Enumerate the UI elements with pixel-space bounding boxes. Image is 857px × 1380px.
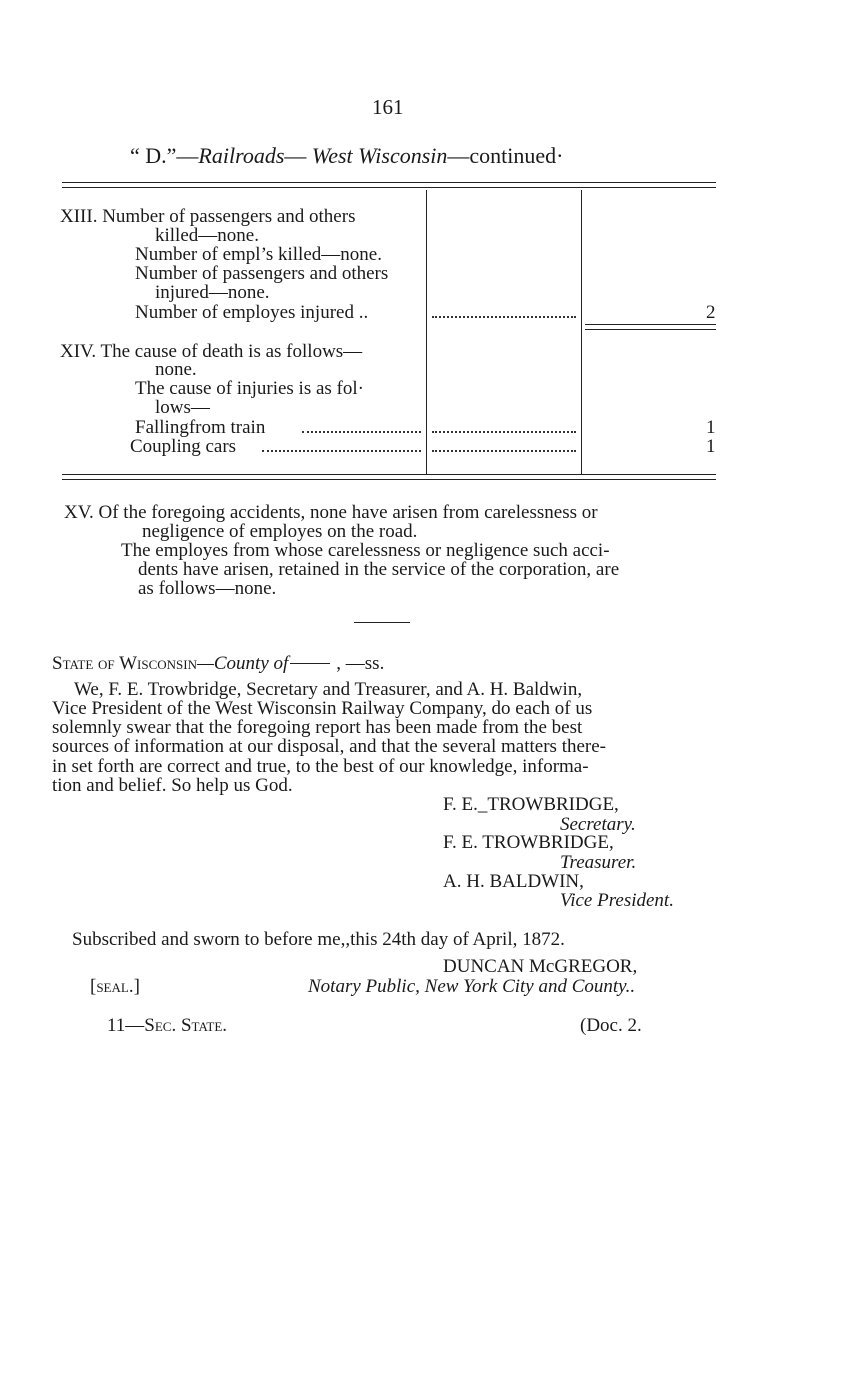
affidavit-line-6: tion and belief. So help us God. <box>52 775 293 796</box>
table-row-xiii-6: Number of employes injured .. <box>135 302 369 323</box>
table-row-xiv-1: XIV. The cause of death is as follows— <box>60 341 363 362</box>
section-xv-line-5: as follows—none. <box>138 578 277 599</box>
venue-blank <box>290 663 330 664</box>
notary-title-line <box>308 977 635 996</box>
venue-line <box>52 654 384 673</box>
heading-suffix: —continued· <box>447 143 564 168</box>
signature-3-name: A. H. BALDWIN, <box>443 871 584 892</box>
subtotal-rule <box>585 324 716 325</box>
value-coupling-cars: 1 <box>706 436 716 457</box>
affidavit-line-4: sources of information at our disposal, and that the several matters there- <box>52 736 606 757</box>
signature-2-title: Treasurer. <box>560 852 637 873</box>
subtotal-rule-2 <box>585 329 716 330</box>
venue-ss: , —ss. <box>336 653 385 674</box>
running-heading <box>130 143 563 169</box>
notary-location: , New York City and County.. <box>415 976 636 997</box>
table-row-xiv-5: Fallingfrom train <box>135 417 266 438</box>
table-row-xiv-6: Coupling cars <box>130 436 237 457</box>
table-top-rule-2 <box>62 187 716 188</box>
heading-west-wisconsin: West Wisconsin <box>311 143 448 168</box>
table-row-xiii-4: Number of passengers and others <box>135 263 389 284</box>
heading-prefix: “ D.”— <box>130 143 199 168</box>
footer-signature-mark: 11—Sec. State. <box>107 1015 228 1036</box>
leader-dots <box>262 450 421 452</box>
venue-county: —County of <box>196 653 289 674</box>
notary-name: DUNCAN McGREGOR, <box>443 956 638 977</box>
table-row-xiv-2: none. <box>155 359 197 380</box>
leader-dots <box>432 316 576 318</box>
value-falling-from-train: 1 <box>706 417 716 438</box>
leader-dots <box>432 450 576 452</box>
seal-mark: [seal.] <box>90 976 140 997</box>
leader-dots <box>432 431 576 433</box>
table-row-xiv-3: The cause of injuries is as fol· <box>135 378 364 399</box>
table-row-xiii-3: Number of empl’s killed—none. <box>135 244 382 265</box>
heading-railroads: Railroads <box>198 143 285 168</box>
section-xv-line-1: XV. Of the foregoing accidents, none have arisen from carelessness or <box>64 502 598 523</box>
table-col-divider-1 <box>426 190 427 474</box>
jurat-text: Subscribed and sworn to before me,,this 24th day of April, 1872. <box>72 929 565 950</box>
signature-1-name: F. E._TROWBRIDGE, <box>443 794 619 815</box>
section-divider <box>354 622 410 623</box>
table-row-xiii-5: injured—none. <box>155 282 270 303</box>
affidavit-line-2: Vice President of the West Wisconsin Railway Company, do each of us <box>52 698 593 719</box>
value-employes-injured: 2 <box>706 302 716 323</box>
table-bottom-rule-2 <box>62 479 716 480</box>
table-row-xiii-2: killed—none. <box>155 225 259 246</box>
signature-1-title: Secretary. <box>560 814 636 835</box>
page-number: 161 <box>372 95 404 119</box>
section-xv-line-2: negligence of employes on the road. <box>142 521 418 542</box>
affidavit-line-1: We, F. E. Trowbridge, Secretary and Treasurer, and A. H. Baldwin, <box>74 679 583 700</box>
signature-2-name: F. E. TROWBRIDGE, <box>443 832 614 853</box>
section-xv-line-3: The employes from whose carelessness or negligence such acci- <box>121 540 610 561</box>
table-col-divider-2 <box>581 190 582 474</box>
venue-state: State of Wisconsin <box>52 653 197 674</box>
leader-dots <box>302 431 421 433</box>
signature-3-title: Vice President. <box>560 890 674 911</box>
notary-title: Notary Public <box>308 976 416 997</box>
affidavit-line-3: solemnly swear that the foregoing report has been made from the best <box>52 717 583 738</box>
affidavit-line-5: in set forth are correct and true, to the best of our knowledge, informa- <box>52 756 589 777</box>
section-xv-line-4: dents have arisen, retained in the service of the corporation, are <box>138 559 620 580</box>
footer-doc-number: (Doc. 2. <box>580 1015 642 1036</box>
table-row-xiv-4: lows— <box>155 397 210 418</box>
table-row-xiii-1: XIII. Number of passengers and others <box>60 206 356 227</box>
table-bottom-rule <box>62 474 716 475</box>
table-top-rule <box>62 182 716 183</box>
heading-dash: — <box>284 143 312 168</box>
